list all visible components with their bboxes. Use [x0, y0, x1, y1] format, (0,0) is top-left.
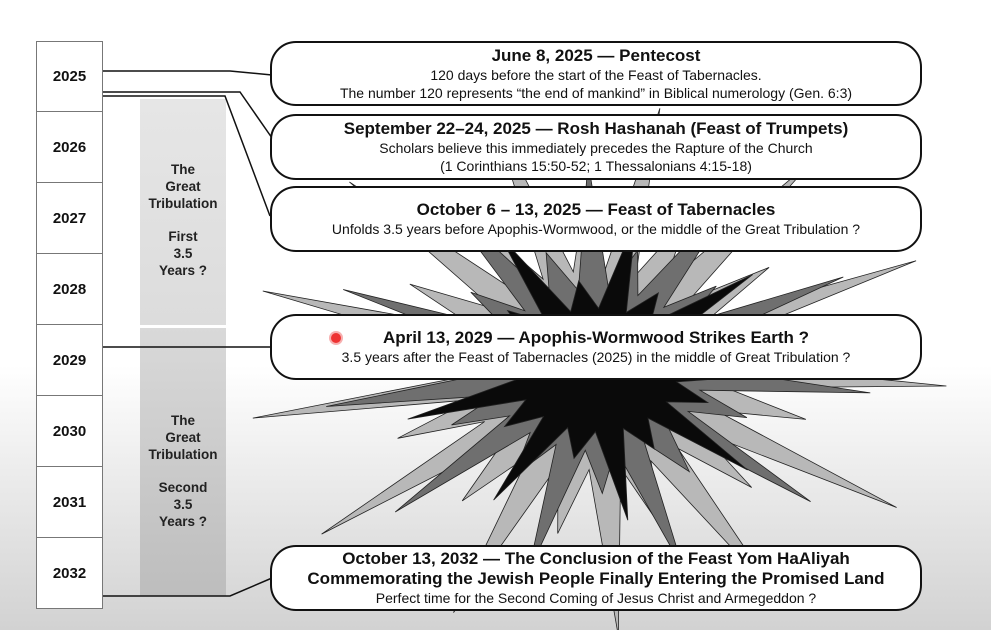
- trib-first-line: The: [170, 162, 195, 177]
- trib-second-line: Tribulation: [148, 447, 218, 462]
- trib-second-line: The: [170, 413, 195, 428]
- tribulation-second-half: [140, 328, 226, 596]
- trib-second-line: Great: [165, 430, 201, 445]
- trib-first-line: 3.5: [173, 246, 193, 261]
- year-cell-2025: 2025: [36, 41, 103, 112]
- impact-marker-dot: [331, 333, 341, 343]
- trib-first-line: Great: [165, 179, 201, 194]
- year-cell-2029: 2029: [36, 325, 103, 396]
- event-line: 120 days before the start of the Feast of Tabernacles.: [430, 66, 762, 83]
- trib-second-line: 3.5: [173, 497, 193, 512]
- event-line: The number 120 represents “the end of mankind” in Biblical numerology (Gen. 6:3): [339, 84, 853, 101]
- event-title: September 22–24, 2025 — Rosh Hashanah (Feast of Trumpets): [343, 119, 849, 138]
- event-rosh-hashanah: [270, 114, 922, 180]
- event-title: October 13, 2032 — The Conclusion of the Feast Yom HaAliyah: [342, 549, 850, 568]
- year-cell-2030: 2030: [36, 396, 103, 467]
- event-title: October 6 – 13, 2025 — Feast of Tabernacles: [416, 200, 776, 219]
- event-tabernacles: [270, 186, 922, 252]
- year-cell-2026: 2026: [36, 112, 103, 183]
- year-column: [36, 41, 103, 609]
- event-line: Scholars believe this immediately precedes the Rapture of the Church: [379, 140, 813, 156]
- trib-first-line: First: [168, 229, 198, 244]
- trib-first-line: Years ?: [158, 263, 208, 278]
- event-yom-haaliyah: [270, 545, 922, 611]
- event-title: April 13, 2029 — Apophis-Wormwood Strikes Earth ?: [382, 328, 810, 347]
- trib-second-line: Years ?: [158, 514, 208, 529]
- year-cell-2028: 2028: [36, 254, 103, 325]
- event-line: Perfect time for the Second Coming of Jesus Christ and Armegeddon ?: [375, 590, 817, 606]
- trib-second-line: Second: [158, 480, 208, 495]
- event-apophis: [270, 314, 922, 380]
- year-cell-2027: 2027: [36, 183, 103, 254]
- year-cell-2031: 2031: [36, 467, 103, 538]
- event-line: Unfolds 3.5 years before Apophis-Wormwood, or the middle of the Great Tribulation ?: [331, 221, 861, 237]
- event-line: (1 Corinthians 15:50-52; 1 Thessalonians 4:15-18): [440, 158, 752, 174]
- tribulation-first-half: [140, 99, 226, 325]
- trib-first-line: Tribulation: [148, 196, 218, 211]
- event-pentecost: [270, 41, 922, 106]
- year-cell-2032: 2032: [36, 538, 103, 609]
- event-subtitle: Commemorating the Jewish People Finally Entering the Promised Land: [307, 569, 885, 588]
- event-line: 3.5 years after the Feast of Tabernacles (2025) in the middle of Great Tribulation ?: [341, 349, 851, 365]
- event-title: June 8, 2025 — Pentecost: [491, 45, 701, 65]
